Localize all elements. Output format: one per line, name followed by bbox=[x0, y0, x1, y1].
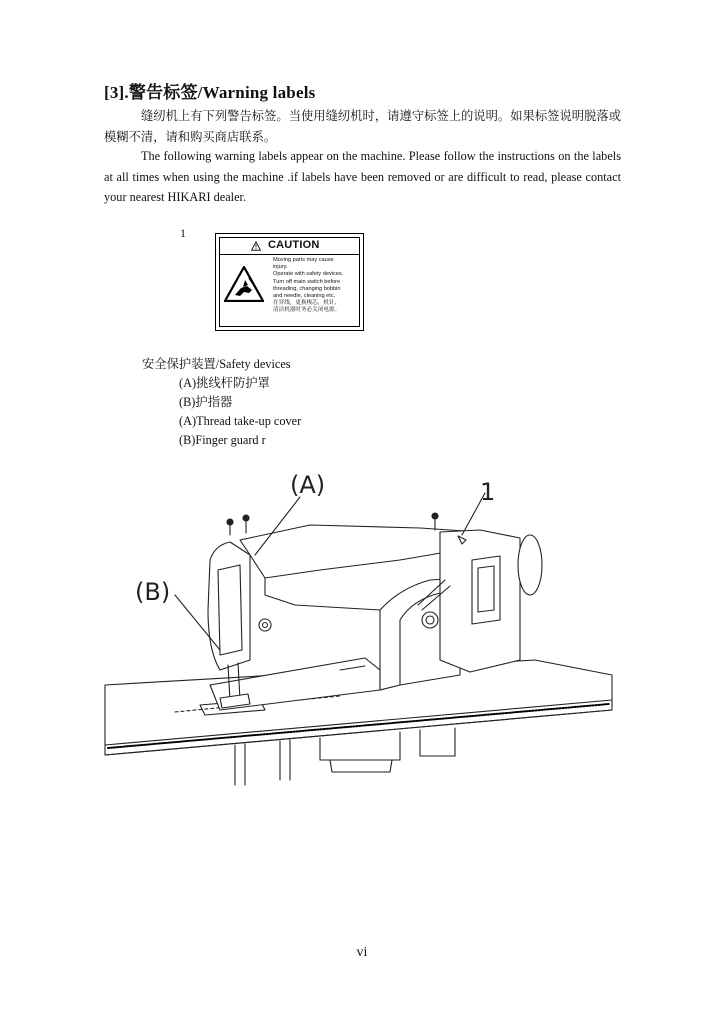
page-number: vi bbox=[356, 945, 368, 960]
intro-english: The following warning labels appear on the machine. Please follow the instructions on the labels at all times when using the machine .if labels have been removed or are difficult to read, please contact your nearest HIKARI dealer. bbox=[104, 149, 621, 204]
callout-1: 1 bbox=[480, 478, 496, 506]
caution-text bbox=[273, 257, 361, 315]
caution-line: injury. bbox=[273, 264, 288, 271]
intro-chinese: 缝纫机上有下列警告标签。当使用缝纫机时，请遵守标签上的说明。如果标签说明脱落或模糊不清，请和购买商店联系。 bbox=[104, 109, 621, 144]
caution-line: threading, changing bobbin bbox=[273, 285, 341, 292]
safety-item: (B)Finger guard r bbox=[179, 433, 266, 447]
safety-item: (A)挑线杆防护罩 bbox=[179, 376, 270, 390]
caution-line: Turn off main switch before bbox=[273, 278, 341, 285]
safety-devices-title: 安全保护装置/Safety devices bbox=[142, 357, 291, 371]
caution-line: Moving parts may cause bbox=[273, 257, 334, 263]
safety-devices-list bbox=[142, 355, 301, 450]
caution-label bbox=[215, 233, 364, 331]
warning-triangle-icon bbox=[251, 241, 261, 251]
caution-line: 清洁机器时务必关闭电源。 bbox=[273, 307, 341, 314]
caution-line: Operate with safety devices. bbox=[273, 271, 344, 278]
callout-a: (A) bbox=[290, 471, 326, 499]
label-number: 1 bbox=[180, 226, 186, 240]
safety-item: (B)护指器 bbox=[179, 395, 233, 409]
caution-title: CAUTION bbox=[268, 239, 320, 251]
caution-line: 在穿线，更换梭芯，机针， bbox=[273, 300, 341, 307]
caution-line: and needle, cleaning etc. bbox=[273, 293, 336, 300]
hand-injury-warning-icon bbox=[224, 266, 264, 302]
callout-b: (B) bbox=[135, 578, 171, 606]
section-heading: [3].警告标签/Warning labels bbox=[104, 83, 316, 102]
safety-item: (A)Thread take-up cover bbox=[179, 414, 302, 428]
sewing-machine-drawing bbox=[100, 460, 620, 790]
